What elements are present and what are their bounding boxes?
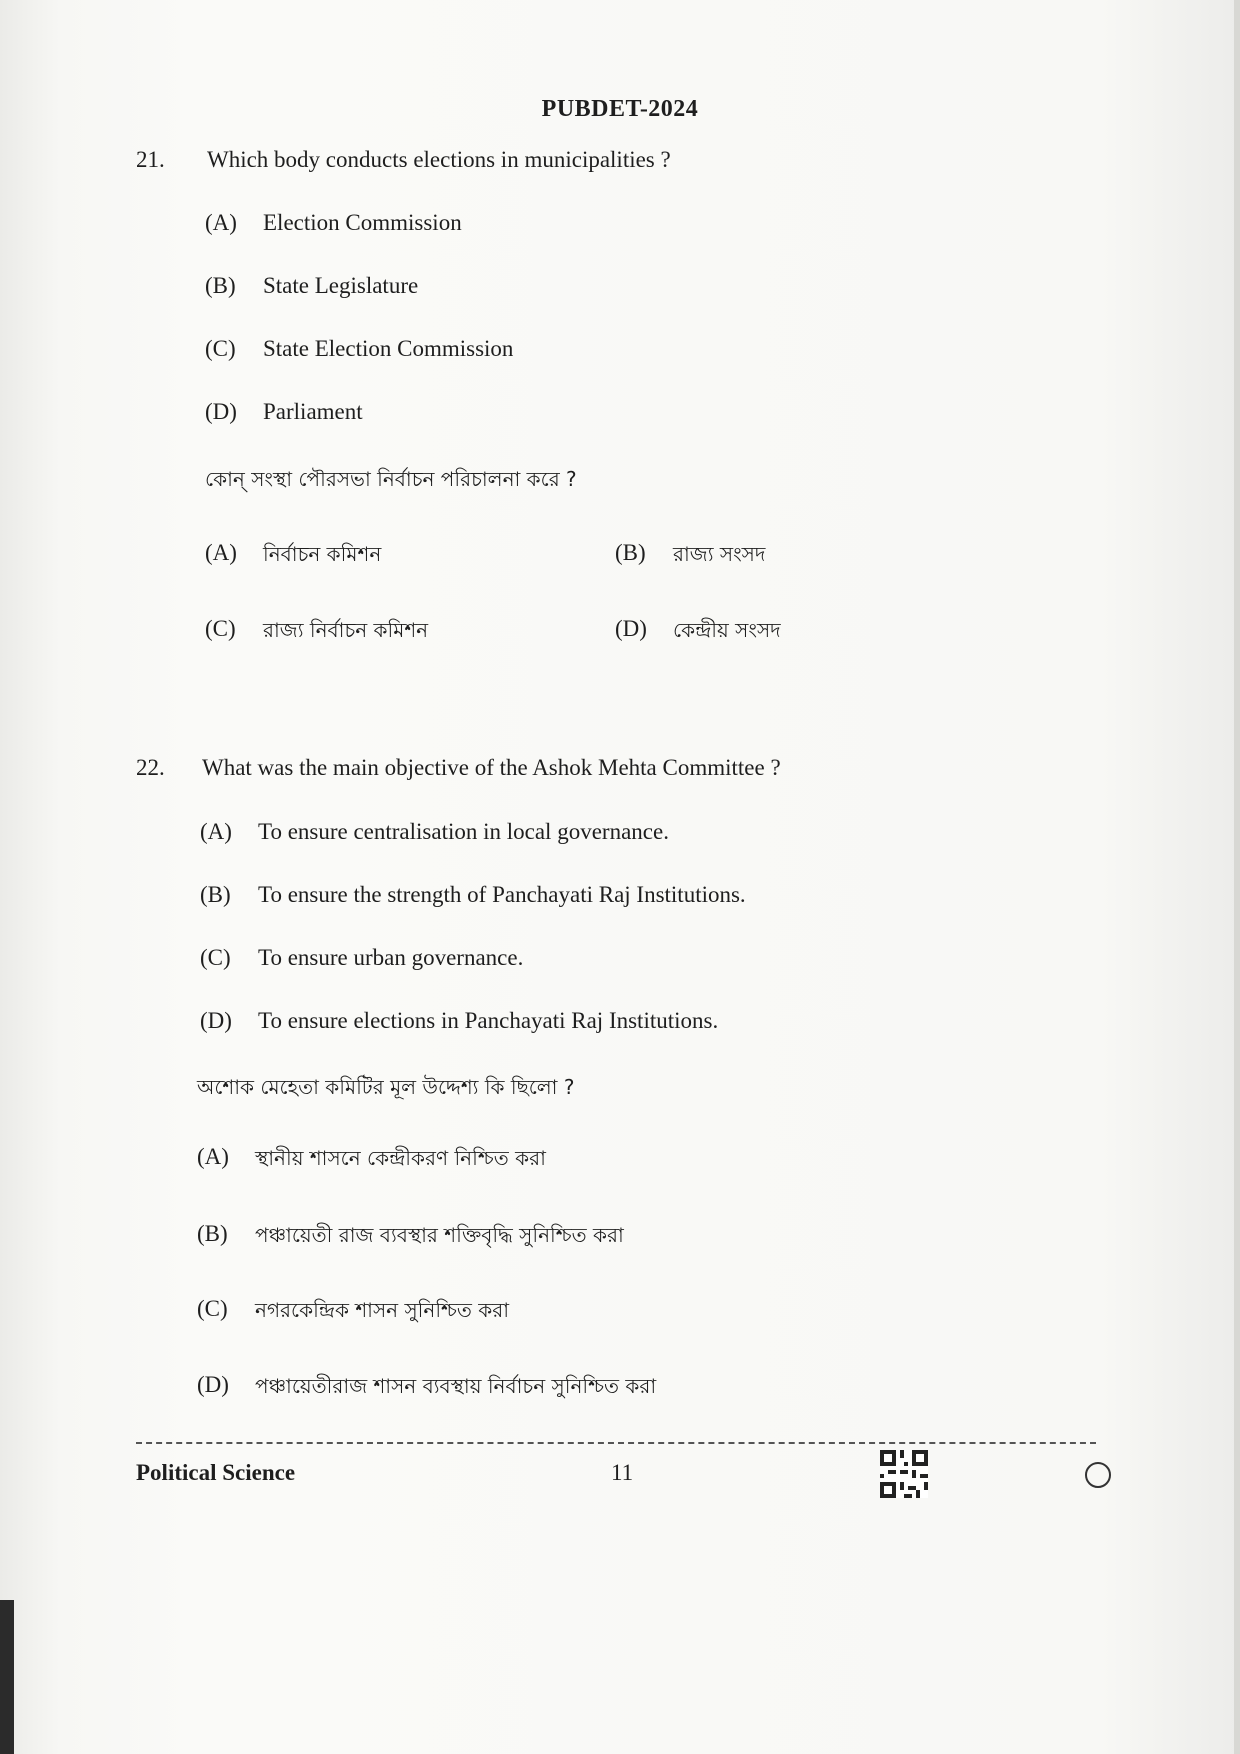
option-label: (A) [200,819,232,844]
option-d-en [205,399,363,425]
paper-code-header: PUBDET-2024 [541,96,699,122]
option-a-bn [197,1144,546,1177]
option-label: (D) [200,1008,232,1033]
option-label: (D) [197,1372,229,1397]
option-label: (A) [197,1144,229,1169]
option-text: Parliament [263,399,363,424]
option-label: (A) [205,540,237,565]
option-text: নগরকেন্দ্রিক শাসন সুনিশ্চিত করা [255,1298,510,1322]
option-b-bn [615,540,765,573]
option-c-en [205,336,513,362]
question-text-en: What was the main objective of the Ashok Mehta Committee ? [202,755,781,780]
circle-mark-icon [1085,1462,1111,1488]
option-label: (C) [197,1296,228,1321]
option-text: পঞ্চায়েতী রাজ ব্যবস্থার শক্তিবৃদ্ধি সুনিশ্চিত করা [255,1223,624,1247]
option-d-en [200,1008,718,1034]
option-label: (A) [205,210,237,235]
scan-edge-right [1234,0,1240,1754]
question-number: 21. [136,147,165,172]
footer-divider [136,1442,1096,1444]
option-label: (C) [205,616,236,641]
option-c-bn [205,616,428,649]
option-text: রাজ্য সংসদ [673,542,766,566]
option-text: নির্বাচন কমিশন [263,542,382,566]
option-text: কেন্দ্রীয় সংসদ [673,618,781,642]
option-text: Election Commission [263,210,462,235]
page-number: 11 [611,1460,634,1485]
option-text: To ensure urban governance. [258,945,524,970]
option-label: (C) [205,336,236,361]
option-c-en [200,945,523,971]
option-text: State Legislature [263,273,419,298]
bleed-through [740,120,1070,1440]
option-c-bn [197,1296,509,1329]
option-text: To ensure the strength of Panchayati Raj Institutions. [258,882,746,907]
question-number: 22. [136,755,165,780]
option-label: (C) [200,945,231,970]
option-text: পঞ্চায়েতীরাজ শাসন ব্যবস্থায় নির্বাচন সুনিশ্চিত করা [255,1374,657,1398]
option-text: State Election Commission [263,336,514,361]
option-text: রাজ্য নির্বাচন কমিশন [263,618,429,642]
option-label: (B) [205,273,236,298]
question-text-bn: কোন্ সংস্থা পৌরসভা নির্বাচন পরিচালনা করে ? [205,467,577,491]
option-label: (B) [200,882,231,907]
option-label: (B) [197,1221,228,1246]
option-a-en [200,819,669,845]
option-text: স্থানীয় শাসনে কেন্দ্রীকরণ নিশ্চিত করা [255,1146,546,1170]
option-d-bn [197,1372,656,1405]
question-text-bn: অশোক মেহেতা কমিটির মূল উদ্দেশ্য কি ছিলো ? [197,1075,575,1099]
option-text: To ensure centralisation in local governance. [258,819,669,844]
option-a-bn [205,540,381,573]
option-label: (D) [615,616,647,641]
option-text: To ensure elections in Panchayati Raj Institutions. [258,1008,719,1033]
option-label: (B) [615,540,646,565]
footer-subject: Political Science [136,1460,296,1485]
option-b-en [200,882,746,908]
option-b-bn [197,1221,624,1254]
option-a-en [205,210,462,236]
option-d-bn [615,616,781,649]
qr-code-icon [880,1450,928,1498]
question-text-en: Which body conducts elections in municipalities ? [207,147,671,172]
scan-edge-shadow [0,1600,14,1754]
option-label: (D) [205,399,237,424]
option-b-en [205,273,418,299]
